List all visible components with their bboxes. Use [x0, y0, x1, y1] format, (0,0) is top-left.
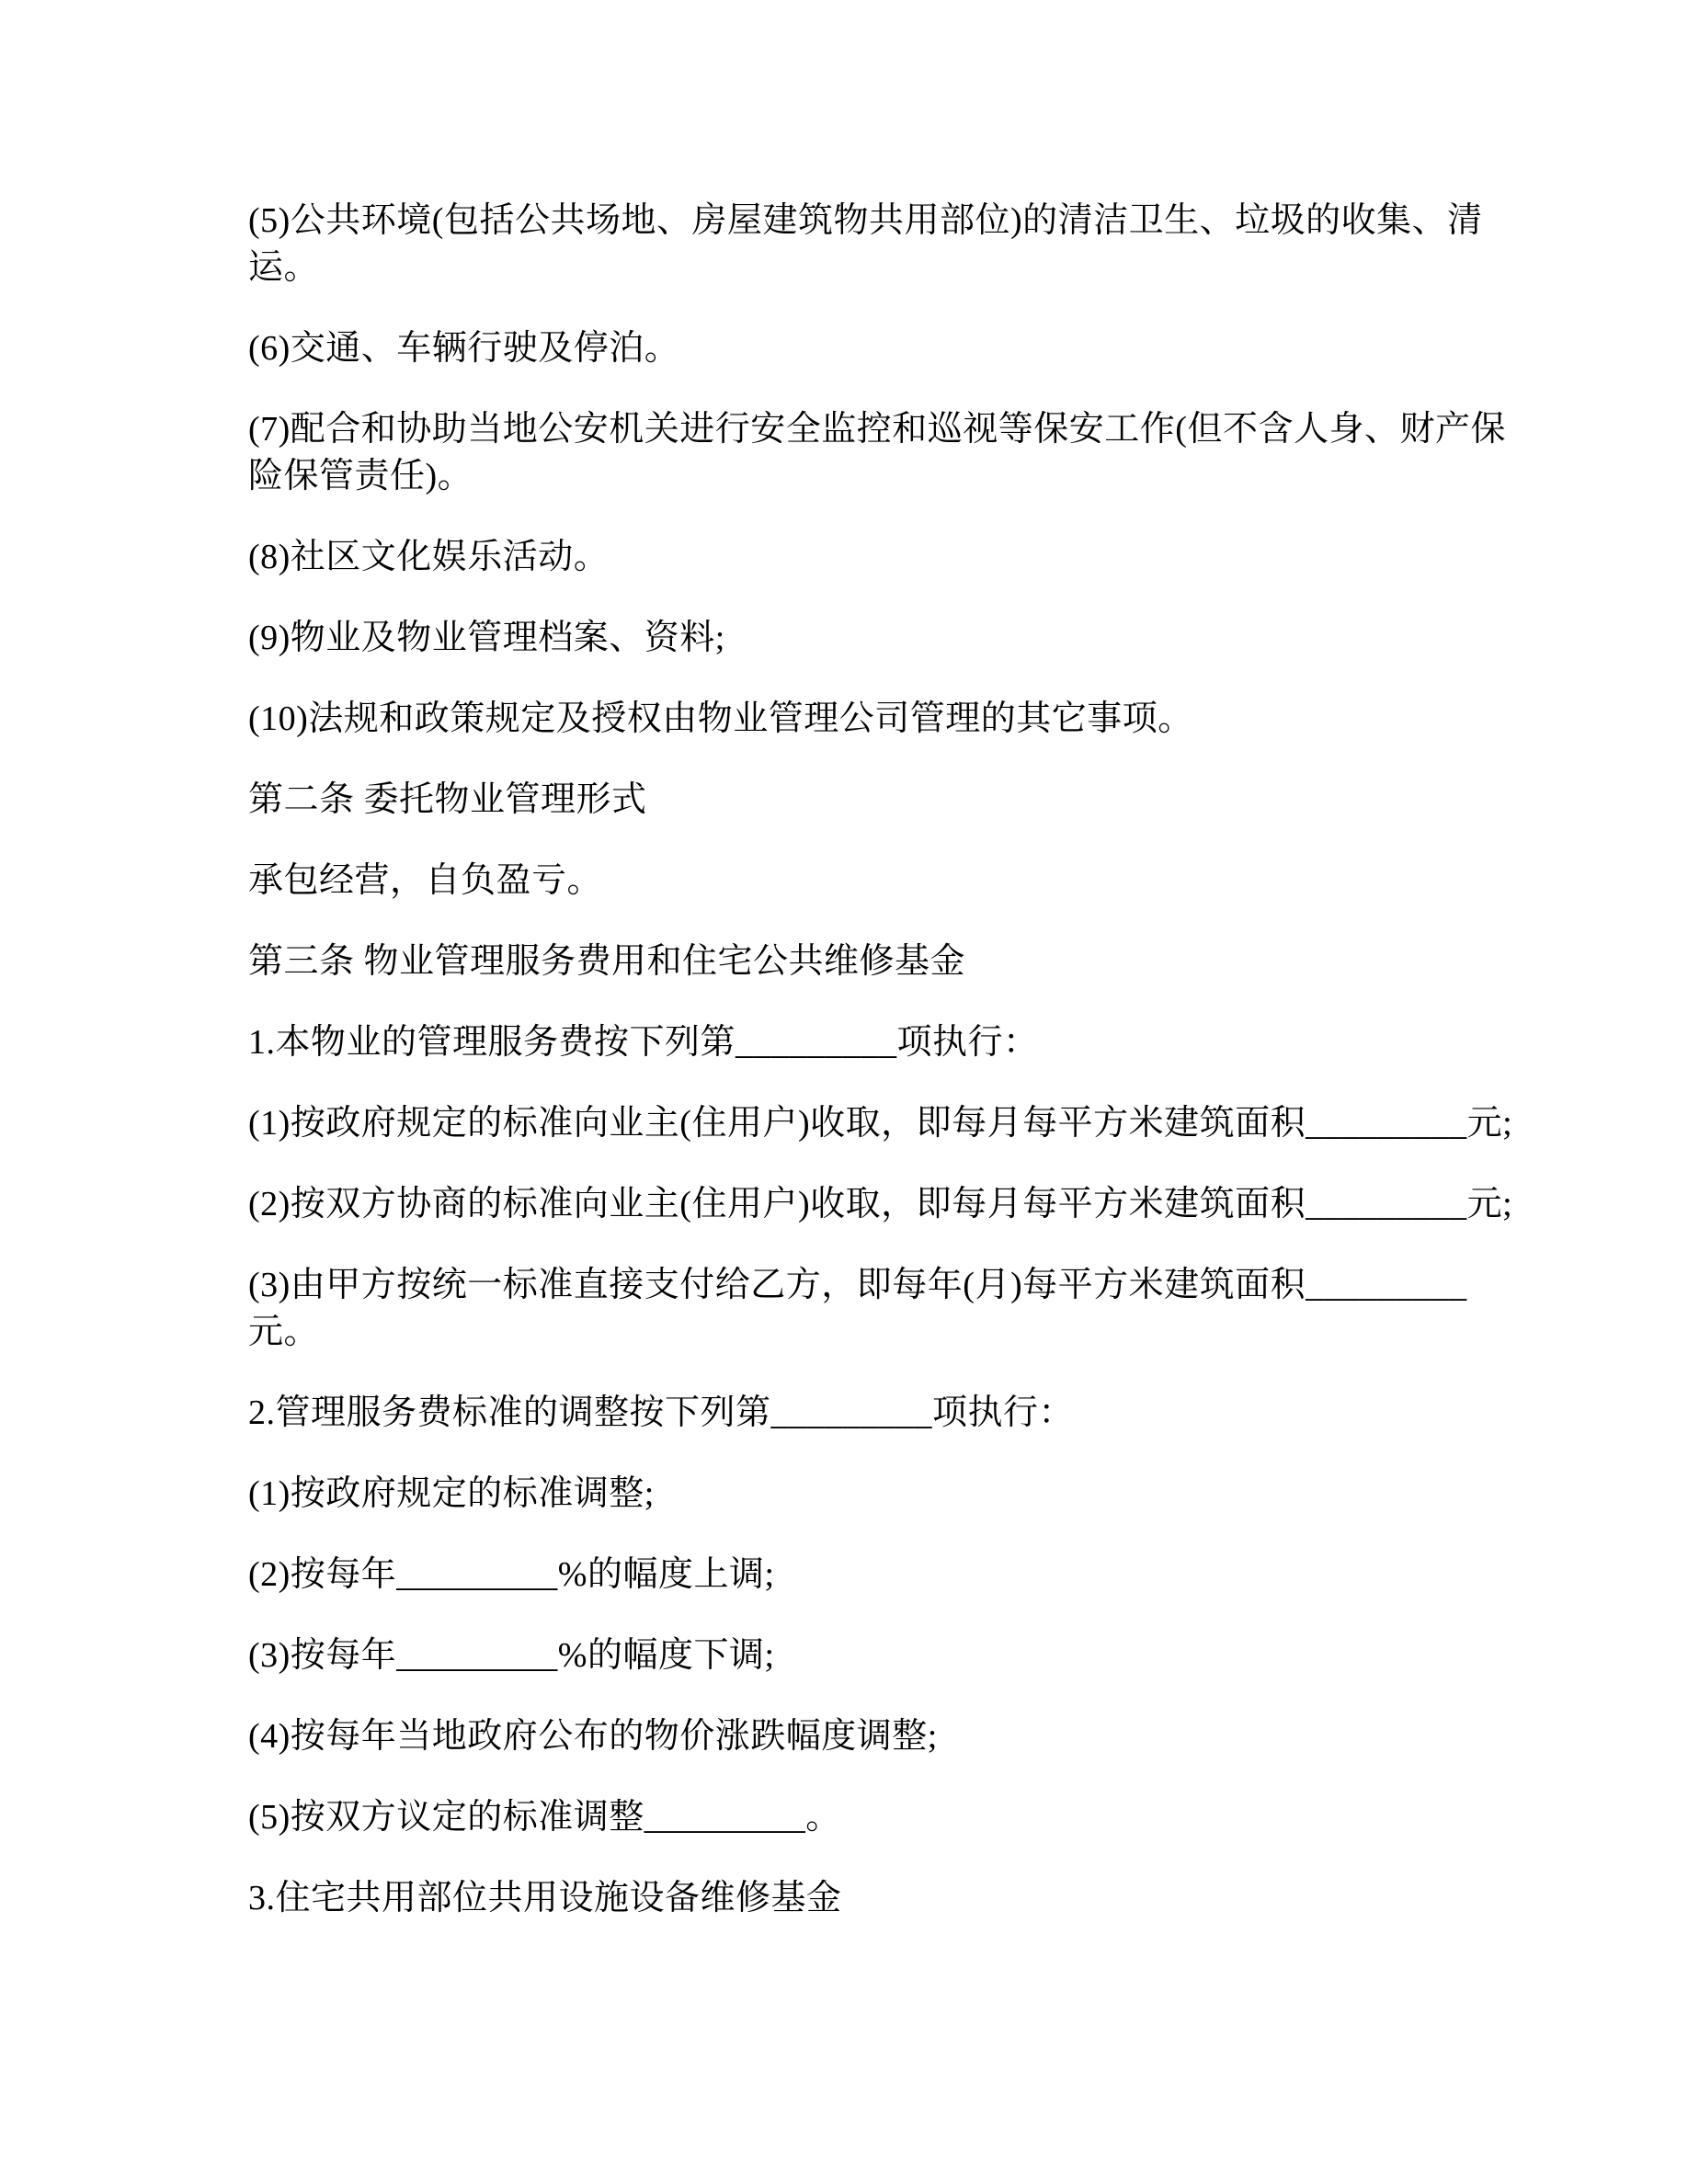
paragraph-line: (10)法规和政策规定及授权由物业管理公司管理的其它事项。: [248, 700, 1193, 738]
paragraph-item-6: [248, 325, 1477, 372]
clause-1-option-3: [248, 1262, 1477, 1356]
paragraph-line: (5)公共环境(包括公共场地、房屋建筑物共用部位)的清洁卫生、垃圾的收集、清: [248, 201, 1483, 240]
clause-2-option-4: [248, 1713, 1477, 1760]
paragraph-line: 险保管责任)。: [248, 457, 473, 495]
paragraph-item-10: [248, 696, 1477, 743]
clause-2-option-1: [248, 1471, 1477, 1518]
paragraph-line: 第三条 物业管理服务费用和住宅公共维修基金: [248, 942, 966, 981]
paragraph-line: (3)由甲方按统一标准直接支付给乙方，即每年(月)每平方米建筑面积_________: [248, 1266, 1467, 1304]
paragraph-line: 3.住宅共用部位共用设施设备维修基金: [248, 1879, 842, 1917]
clause-2-option-3: [248, 1632, 1477, 1679]
clause-2-option-5: [248, 1794, 1477, 1841]
paragraph-line: (2)按双方协商的标准向业主(住用户)收取，即每月每平方米建筑面积_________元;: [248, 1185, 1513, 1223]
paragraph-line: (1)按政府规定的标准向业主(住用户)收取，即每月每平方米建筑面积_________元;: [248, 1104, 1513, 1143]
clause-2-intro: [248, 1390, 1477, 1437]
paragraph-line: 第二条 委托物业管理形式: [248, 780, 647, 819]
paragraph-item-5: [248, 198, 1483, 291]
clause-2-option-2: [248, 1552, 1477, 1598]
paragraph-line: (3)按每年_________%的幅度下调;: [248, 1636, 775, 1675]
paragraph-line: 1.本物业的管理服务费按下列第_________项执行：: [248, 1023, 1039, 1062]
paragraph-item-8: [248, 534, 1477, 581]
clause-3-heading: [248, 1875, 1477, 1922]
paragraph-line: 2.管理服务费标准的调整按下列第_________项执行：: [248, 1393, 1075, 1432]
clause-1-option-1: [248, 1100, 1513, 1147]
paragraph-line: (2)按每年_________%的幅度上调;: [248, 1555, 775, 1594]
paragraph-item-9: [248, 615, 1477, 662]
article-2-heading: [248, 777, 1477, 824]
clause-1-intro: [248, 1019, 1477, 1066]
paragraph-line: 运。: [248, 248, 320, 287]
article-3-heading: [248, 938, 1477, 985]
paragraph-line: (6)交通、车辆行驶及停泊。: [248, 329, 680, 368]
paragraph-line: (7)配合和协助当地公安机关进行安全监控和巡视等保安工作(但不含人身、财产保: [248, 410, 1506, 449]
paragraph-line: (8)社区文化娱乐活动。: [248, 538, 610, 576]
paragraph-item-7: [248, 406, 1506, 500]
article-2-body: [248, 858, 1477, 904]
paragraph-line: (9)物业及物业管理档案、资料;: [248, 619, 725, 657]
clause-1-option-2: [248, 1181, 1513, 1228]
paragraph-line: (4)按每年当地政府公布的物价涨跌幅度调整;: [248, 1717, 938, 1756]
paragraph-line: (1)按政府规定的标准调整;: [248, 1474, 655, 1513]
paragraph-line: 元。: [248, 1313, 320, 1351]
paragraph-line: (5)按双方议定的标准调整_________。: [248, 1798, 841, 1837]
paragraph-line: 承包经营，自负盈亏。: [248, 861, 603, 900]
